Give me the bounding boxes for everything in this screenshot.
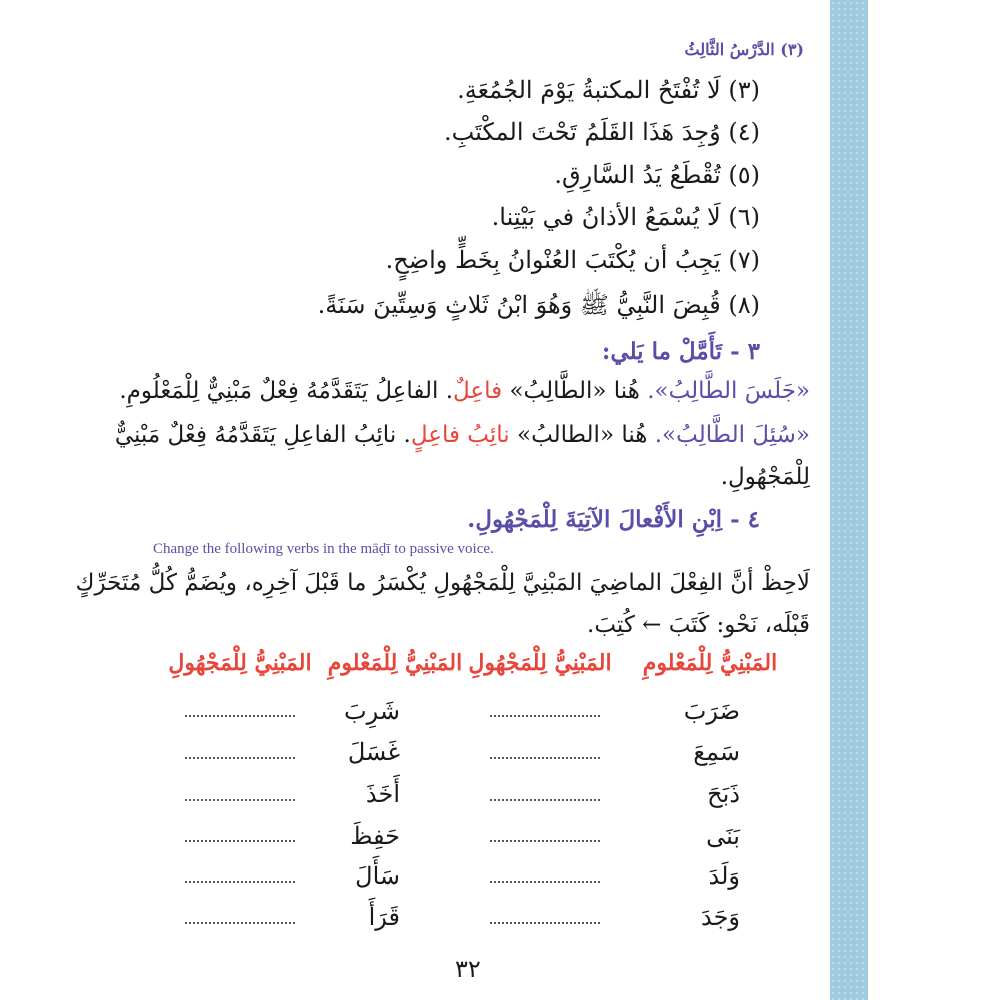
verb-item: وَجَدَ [700, 903, 740, 931]
verb-item: سَأَلَ [355, 862, 400, 890]
verb-item: غَسَلَ [347, 738, 400, 766]
verb-item: بَنَى [706, 822, 740, 850]
verb-item: حَفِظَ [350, 822, 400, 850]
answer-blank[interactable] [490, 880, 600, 883]
example-active-text-2: . الفاعِلُ يَتَقَدَّمُهُ فِعْلٌ مَبْنِيٌّ لِلْمَعْلُومِ. [119, 378, 454, 404]
answer-blank[interactable] [185, 880, 295, 883]
page-number: ٣٢ [455, 955, 481, 983]
example-passive-text-2: . نائِبُ الفاعِلِ يَتَقَدَّمُهُ فِعْلٌ مَبْنِيٌّ [114, 422, 411, 448]
english-instruction: Change the following verbs in the māḍī to passive voice. [153, 541, 494, 557]
verb-item: ذَبَحَ [707, 780, 740, 808]
example-passive-text-1: هُنا «الطالبُ» [509, 422, 655, 448]
section-4-title: ٤ - اِبْنِ الأَفْعالَ الآتِيَةَ لِلْمَجْهُولِ. [467, 506, 760, 533]
verb-item: شَرِبَ [344, 697, 400, 725]
verb-item: أَخَذَ [365, 780, 400, 808]
example-passive [114, 422, 810, 448]
example-passive-quote: «سُئِلَ الطَّالِبُ». [654, 422, 810, 448]
sentence-6: (٦) لَا يُسْمَعُ الأذانُ في بَيْتِنا. [491, 203, 760, 231]
answer-blank[interactable] [185, 798, 295, 801]
answer-blank[interactable] [490, 714, 600, 717]
example-active-text-1: هُنا «الطَّالِبُ» [502, 378, 648, 404]
example-passive-line-2: لِلْمَجْهُولِ. [720, 464, 810, 490]
decorative-side-strip [830, 0, 868, 1000]
answer-blank[interactable] [185, 839, 295, 842]
grammar-note-line-1: لَاحِظْ أنَّ الفِعْلَ الماضِيَ المَبْنِيَّ لِلْمَجْهُولِ يُكْسَرُ ما قَبْلَ آخِرِه، ويُضَمُّ كُلُّ مُتَحَرِّكٍ [75, 570, 810, 596]
example-active-label: فاعِلٌ [453, 378, 503, 404]
answer-blank[interactable] [490, 839, 600, 842]
example-passive-label: نائِبُ فاعِلٍ [410, 422, 510, 448]
example-active-quote: «جَلَسَ الطَّالِبُ». [647, 378, 810, 404]
answer-blank[interactable] [185, 714, 295, 717]
sentence-3: (٣) لَا تُفْتَحُ المكتبةُ يَوْمَ الجُمُعَةِ. [457, 76, 760, 104]
answer-blank[interactable] [490, 921, 600, 924]
answer-blank[interactable] [185, 921, 295, 924]
answer-blank[interactable] [490, 798, 600, 801]
column-header-known-right: المَبْنِيُّ لِلْمَعْلومِ [642, 650, 778, 676]
lesson-header: (٣) الدَّرْسُ الثَّالِثُ [684, 40, 804, 59]
section-3-title: ٣ - تَأَمَّلْ ما يَلي: [601, 338, 760, 365]
sentence-4: (٤) وُجِدَ هَذَا القَلَمُ تَحْتَ المكْتَبِ. [443, 118, 760, 146]
verb-item: وَلَدَ [708, 862, 740, 890]
example-active [119, 378, 810, 404]
answer-blank[interactable] [490, 756, 600, 759]
sentence-8: (٨) قُبِضَ النَّبِيُّ ﷺ وَهُوَ ابْنُ ثَلاثٍ وَسِتِّينَ سَنَةً. [317, 291, 760, 319]
verb-item: سَمِعَ [693, 738, 740, 766]
verb-item: قَرَأَ [368, 903, 400, 931]
column-header-passive-left: المَبْنِيُّ لِلْمَجْهُولِ [168, 650, 312, 676]
answer-blank[interactable] [185, 756, 295, 759]
sentence-7: (٧) يَجِبُ أن يُكْتَبَ العُنْوانُ بِخَطٍّ واضِحٍ. [385, 246, 760, 274]
column-header-known-left: المَبْنِيُّ لِلْمَعْلومِ [327, 650, 463, 676]
sentence-5: (٥) تُقْطَعُ يَدُ السَّارِقِ. [554, 161, 760, 189]
column-header-passive-right: المَبْنِيُّ لِلْمَجْهُولِ [468, 650, 612, 676]
grammar-note-line-2: قَبْلَه، نَحْو: كَتَبَ ← كُتِبَ. [587, 612, 810, 638]
verb-item: ضَرَبَ [683, 697, 740, 725]
